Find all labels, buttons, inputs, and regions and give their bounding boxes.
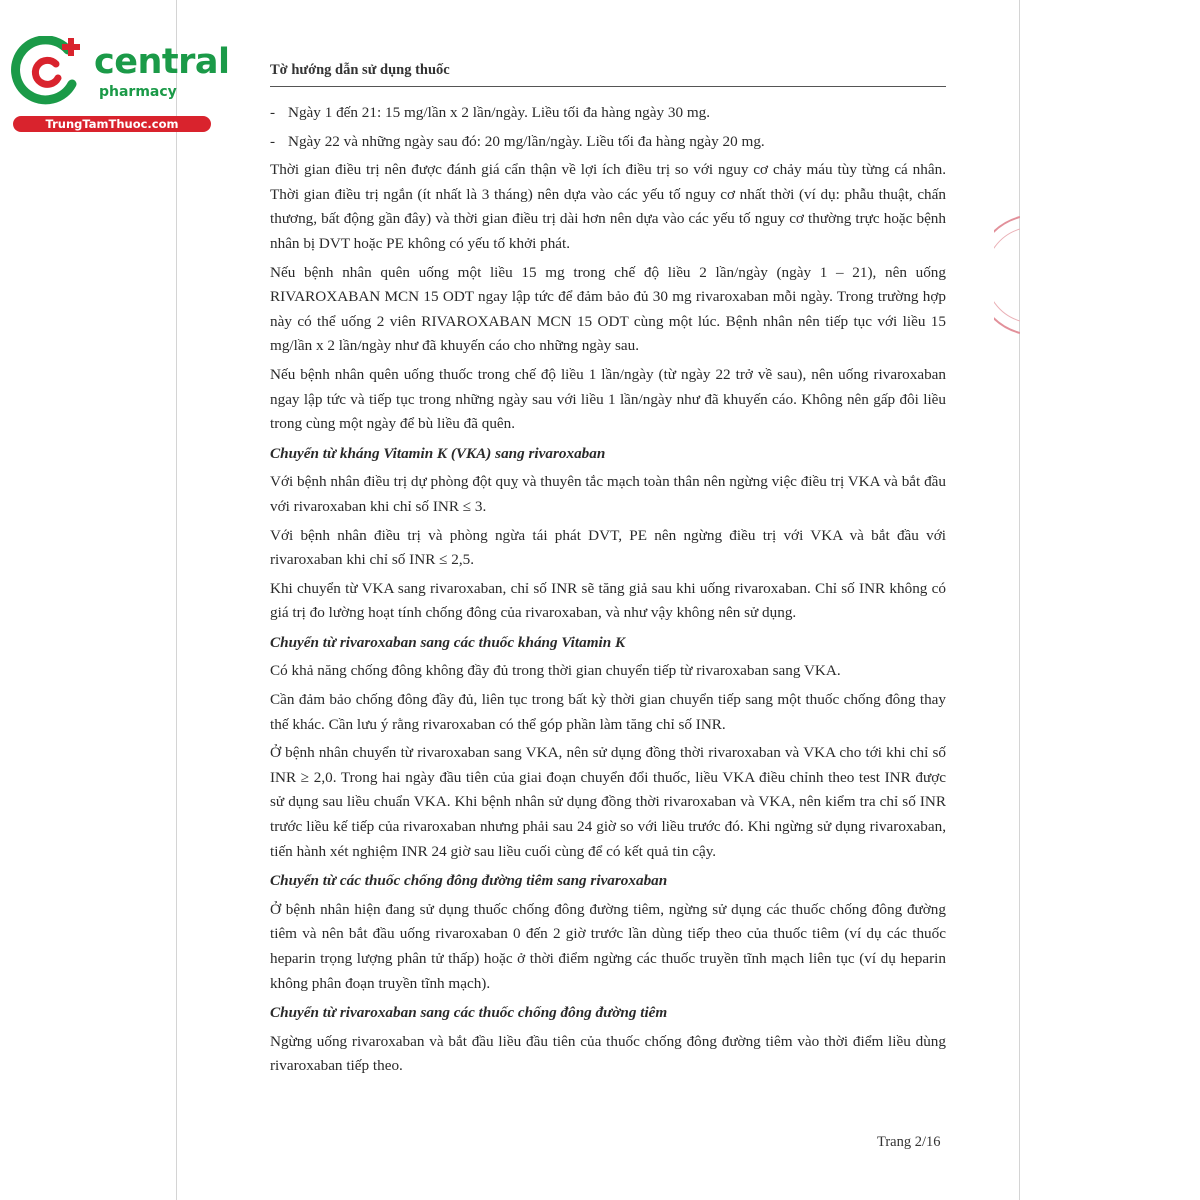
section-heading-vka-to-rivaroxaban: Chuyển từ kháng Vitamin K (VKA) sang rivaroxaban xyxy=(270,444,606,462)
header-divider xyxy=(270,86,946,87)
pharmacy-cross-logo-icon xyxy=(10,36,88,106)
paragraph: Ở bệnh nhân hiện đang sử dụng thuốc chống đông đường tiêm, ngừng sử dụng các thuốc chống đông đường tiêm và nên bắt đầu uống rivaroxaban 0 đến 2 giờ trước lần dùng tiếp theo của thuốc tiêm (ví dụ các thuốc heparin trọng lượng phân tử thấp) hoặc ở thời điểm ngừng các thuốc truyền tĩnh mạch liên tục (ví dụ heparin không phân đoạn truyền tĩnh mạch). xyxy=(270,900,946,992)
paragraph: Ở bệnh nhân chuyển từ rivaroxaban sang VKA, nên sử dụng đồng thời rivaroxaban và VKA cho tới khi chỉ số INR ≥ 2,0. Trong hai ngày đầu tiên của giai đoạn chuyển đổi thuốc, liều VKA điều chỉnh theo test INR được sử dụng sau liều chuẩn VKA. Khi bệnh nhân sử dụng đồng thời rivaroxaban và VKA, nên kiểm tra chỉ số INR trước liều kế tiếp của rivaroxaban nhưng phải sau 24 giờ so với liều trước đó. Khi ngừng sử dụng rivaroxaban, tiến hành xét nghiệm INR 24 giờ sau liều cuối cùng để có kết quả tin cậy. xyxy=(270,744,946,860)
paragraph: Có khả năng chống đông không đầy đủ trong thời gian chuyển tiếp từ rivaroxaban sang VKA. xyxy=(270,662,841,680)
logo-website-link[interactable]: TrungTamThuoc.com xyxy=(13,116,211,132)
page-number: Trang 2/16 xyxy=(877,1134,941,1150)
red-stamp-fragment-icon xyxy=(994,215,1020,335)
logo-subtitle: pharmacy xyxy=(99,84,177,100)
list-dash: - xyxy=(270,104,276,121)
paragraph: Ngừng uống rivaroxaban và bắt đầu liều đầu tiên của thuốc chống đông đường tiêm vào thời điểm liều dùng rivaroxaban tiếp theo. xyxy=(270,1032,946,1075)
paragraph: Với bệnh nhân điều trị và phòng ngừa tái phát DVT, PE nên ngừng điều trị với VKA và bắt đầu với rivaroxaban khi chỉ số INR ≤ 2,5. xyxy=(270,526,946,569)
paragraph-missed-dose-once-daily: Nếu bệnh nhân quên uống thuốc trong chế độ liều 1 lần/ngày (từ ngày 22 trở về sau), nên uống rivaroxaban ngay lập tức và tiếp tục trong những ngày sau với liều 1 lần/ngày như đã khuyến cáo. Không nên gấp đôi liều trong cùng một ngày để bù liều đã quên. xyxy=(270,365,946,433)
section-heading-parenteral-to-rivaroxaban: Chuyển từ các thuốc chống đông đường tiêm sang rivaroxaban xyxy=(270,872,668,890)
document-header-title: Tờ hướng dẫn sử dụng thuốc xyxy=(270,62,450,78)
logo-brand-name: central xyxy=(94,42,230,82)
dosage-list-item xyxy=(270,101,946,126)
document-body xyxy=(270,101,946,1083)
section-heading-rivaroxaban-to-parenteral: Chuyển từ rivaroxaban sang các thuốc chống đông đường tiêm xyxy=(270,1004,668,1022)
central-pharmacy-logo[interactable] xyxy=(10,36,230,136)
list-dash: - xyxy=(270,132,276,150)
scan-edge-right xyxy=(1019,0,1020,1200)
paragraph-missed-dose-twice-daily: Nếu bệnh nhân quên uống một liều 15 mg trong chế độ liều 2 lần/ngày (ngày 1 – 21), nên uống RIVAROXABAN MCN 15 ODT ngay lập tức để đảm bảo đủ 30 mg rivaroxaban mỗi ngày. Trong trường hợp này có thể uống 2 viên RIVAROXABAN MCN 15 ODT cùng một lúc. Bệnh nhân nên tiếp tục với liều 15 mg/lần x 2 lần/ngày như đã khuyến cáo cho những ngày sau. xyxy=(270,263,946,355)
section-heading-rivaroxaban-to-vka: Chuyển từ rivaroxaban sang các thuốc kháng Vitamin K xyxy=(270,633,626,651)
paragraph-treatment-duration: Thời gian điều trị nên được đánh giá cẩn thận về lợi ích điều trị so với nguy cơ chảy máu tùy từng cá nhân. Thời gian điều trị ngắn (ít nhất là 3 tháng) nên dựa vào các yếu tố nguy cơ nhất thời (ví dụ: phẫu thuật, chấn thương, bất động gần đây) và thời gian điều trị dài hơn nên dựa vào các yếu tố nguy cơ thường trực hoặc bệnh nhân bị DVT hoặc PE không có yếu tố khởi phát. xyxy=(270,161,946,252)
scan-edge-left xyxy=(176,0,177,1200)
list-item-text: Ngày 1 đến 21: 15 mg/lần x 2 lần/ngày. Liều tối đa hàng ngày 30 mg. xyxy=(288,104,711,121)
paragraph: Cần đảm bảo chống đông đầy đủ, liên tục trong bất kỳ thời gian chuyển tiếp sang một thuốc chống đông thay thế khác. Cần lưu ý rằng rivaroxaban có thể góp phần làm tăng chỉ số INR. xyxy=(270,691,946,733)
list-item-text: Ngày 22 và những ngày sau đó: 20 mg/lần/ngày. Liều tối đa hàng ngày 20 mg. xyxy=(288,132,765,150)
paragraph: Khi chuyển từ VKA sang rivaroxaban, chỉ số INR sẽ tăng giả sau khi uống rivaroxaban. Chỉ số INR không có giá trị đo lường hoạt tính chống đông của rivaroxaban, và như vậy không nên sử dụng. xyxy=(270,579,946,622)
paragraph: Với bệnh nhân điều trị dự phòng đột quỵ và thuyên tắc mạch toàn thân nên ngừng việc điều trị VKA và bắt đầu với rivaroxaban khi chỉ số INR ≤ 3. xyxy=(270,473,946,515)
dosage-list-item xyxy=(270,130,946,155)
